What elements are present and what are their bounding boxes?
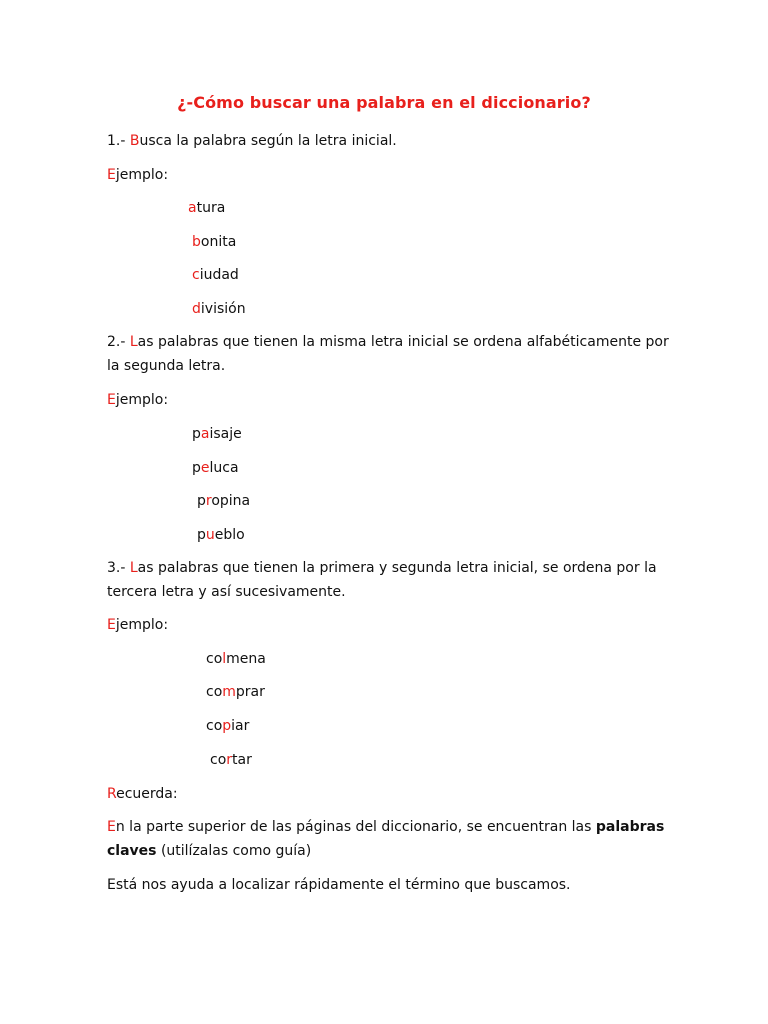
- step-3-line-2: tercera letra y así sucesivamente.: [107, 584, 346, 600]
- remember-label: Recuerda:: [107, 786, 178, 802]
- example-word-2: bonita: [192, 234, 237, 250]
- example-word-6: peluca: [192, 460, 239, 476]
- example-word-1: atura: [188, 200, 226, 216]
- example-word-10: comprar: [206, 684, 265, 700]
- step-1: [107, 133, 397, 149]
- example-word-12: cortar: [210, 752, 252, 768]
- example-label-1: Ejemplo:: [107, 167, 169, 183]
- step-1-first-letter: B: [129, 133, 140, 149]
- step-1-text: usca la palabra según la letra inicial.: [139, 133, 397, 149]
- step-2-line-2: la segunda letra.: [107, 358, 226, 374]
- example-word-9: colmena: [206, 651, 266, 667]
- example-word-7: propina: [197, 493, 251, 509]
- step-2-line-1: 2.- Las palabras que tienen la misma letra inicial se ordena alfabéticamente por: [107, 334, 669, 350]
- example-word-11: copiar: [206, 718, 250, 734]
- step-1-number: 1.-: [107, 133, 130, 149]
- example-label-2: Ejemplo:: [107, 392, 169, 408]
- example-word-3: ciudad: [192, 267, 239, 283]
- example-word-4: división: [192, 301, 246, 317]
- example-word-8: pueblo: [197, 527, 245, 543]
- example-label-3: Ejemplo:: [107, 617, 169, 633]
- step-3-line-1: 3.- Las palabras que tienen la primera y segunda letra inicial, se ordena por la: [107, 560, 657, 576]
- page-title: ¿-Cómo buscar una palabra en el diccionario?: [177, 93, 591, 112]
- final-sentence: Está nos ayuda a localizar rápidamente el término que buscamos.: [107, 877, 571, 893]
- note-paragraph: En la parte superior de las páginas del diccionario, se encuentran las palabras claves (utilízalas como guía): [107, 819, 665, 859]
- example-word-5: paisaje: [192, 426, 242, 442]
